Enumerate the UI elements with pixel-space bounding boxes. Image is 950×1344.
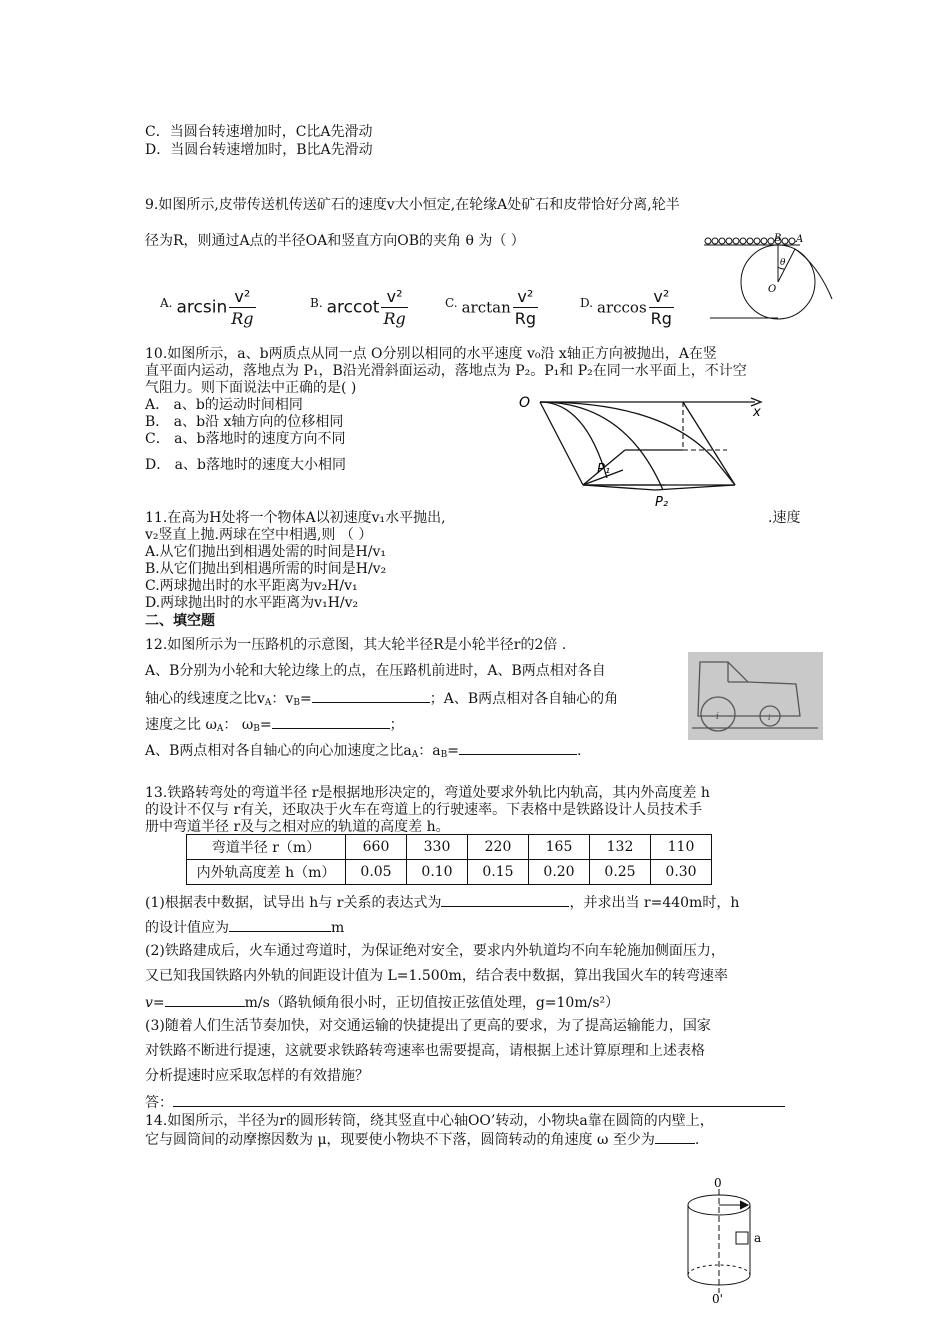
q10-option-b: B． a、b沿 x轴方向的位移相同: [145, 414, 344, 430]
q13-part3-line1: (3)随着人们生活节奏加快，对交通运输的快捷提出了更高的要求，为了提高运输能力，国家: [145, 1018, 711, 1034]
q13-part1-line2: 的设计值应为 m: [145, 920, 345, 936]
q10-projectile-figure: [515, 390, 795, 515]
table-row-head: 内外轨高度差 h（m）: [187, 860, 346, 885]
q14-blank-omega[interactable]: [655, 1130, 695, 1144]
q10-line1: 10.如图所示，a、b两质点从同一点 O分别以相同的水平速度 v₀沿 x轴正方向被抛出，A在竖: [145, 346, 717, 362]
q13-part1-line1: (1)根据表中数据，试导出 h与 r关系的表达式为 ，并求出当 r=440m时，h: [145, 895, 740, 911]
q10-option-a: A． a、b的运动时间相同: [145, 397, 303, 413]
q9-label-o: O: [768, 284, 777, 295]
q10-label-p1: P₁: [597, 462, 611, 477]
q13-part2-line1: (2)铁路建成后，火车通过弯道时，为保证绝对安全，要求内外轨道均不向车轮施加侧面压力，: [145, 943, 725, 959]
svg-text:i: i: [716, 712, 719, 722]
q8-option-c: C．当圆台转速增加时，C比A先滑动: [145, 124, 373, 140]
q13-part2-line3: v= m/s（路轨倾角很小时，正切值按正弦值处理，g=10m/s²）: [145, 995, 620, 1011]
table-row: 弯道半径 r（m） 660 330 220 165 132 110: [187, 835, 712, 860]
q10-line3: 气阻力。则下面说法中正确的是( ): [145, 380, 357, 396]
q14-label-a: a: [754, 1231, 762, 1245]
q12-line1: 12.如图所示为一压路机的示意图，其大轮半径R是小轮半径r的2倍 .: [145, 637, 567, 653]
q13-blank-answer[interactable]: [173, 1093, 785, 1107]
q13-blank-h-value[interactable]: [229, 918, 331, 932]
q10-label-p2: P₂: [655, 495, 669, 510]
q11-line2: v₂竖直上抛.两球在空中相遇,则 （ ）: [145, 527, 373, 543]
q12-blank-angular-ratio[interactable]: [272, 715, 390, 729]
q9-label-b: B: [774, 233, 782, 244]
q9-option-a: A. arcsin $\frac{\text{v²}}{Rg}$: [160, 287, 254, 328]
q13-part3-line2: 对铁路不断进行提速，这就要求铁路转弯速率也需要提高，请根据上述计算原理和上述表格: [145, 1043, 705, 1059]
q12-line2: A、B分别为小轮和大轮边缘上的点，在压路机前进时，A、B两点相对各自: [145, 663, 606, 679]
q14-cylinder-figure: [672, 1175, 772, 1305]
q12-line4: 速度之比 $\omega_A$： $\omega_B=$ ；: [145, 717, 404, 734]
table-row: 内外轨高度差 h（m） 0.05 0.10 0.15 0.20 0.25 0.30: [187, 860, 712, 885]
q10-option-d: D． a、b落地时的速度大小相同: [145, 457, 346, 473]
q12-line5: A、B两点相对各自轴心的向心加速度之比$a_A$：$a_B=$ .: [145, 743, 582, 760]
q9-conveyor-figure: [700, 225, 840, 325]
q11-option-c: C.两球抛出时的水平距离为v₂H/v₁: [145, 578, 358, 594]
q9-label-a: A: [796, 234, 804, 245]
q13-blank-expression[interactable]: [441, 893, 569, 907]
q10-line2: 直平面内运动，落地点为 P₁，B沿光滑斜面运动，落地点为 P₂。P₁和 P₂在同一水平面上，不计空: [145, 363, 747, 379]
q11-option-a: A.从它们抛出到相遇处需的时间是H/v₁: [145, 544, 387, 560]
svg-text:i: i: [768, 713, 771, 722]
section-2-heading: 二、填空题: [145, 613, 215, 629]
q10-label-x: x: [753, 405, 761, 420]
q11-option-d: D.两球抛出时的水平距离为v₁H/v₂: [145, 595, 359, 611]
q14-label-bottom: 0': [712, 1292, 723, 1305]
q9-line2: 径为R，则通过A点的半径OA和竖直方向OB的夹角 θ 为（ ）: [145, 233, 525, 249]
q14-line2: 它与圆筒间的动摩擦因数为 μ，现要使小物块不下落，圆筒转动的角速度 ω 至少为 .: [145, 1132, 700, 1148]
q12-blank-acceleration-ratio[interactable]: [459, 741, 577, 755]
q13-line3: 册中弯道半径 r及与之相对应的轨道的高度差 h。: [145, 819, 450, 835]
q13-answer-line: 答：: [145, 1093, 785, 1112]
q11-line1-tail: .速度: [768, 510, 801, 526]
q13-data-table: [186, 834, 712, 885]
q12-line3: 轴心的线速度之比$v_A$：$v_B=$ ；A、B两点相对各自轴心的角: [145, 691, 619, 708]
q9-option-c: C. arctan $\frac{\text{v²}}{Rg}$: [445, 287, 537, 328]
q14-line1: 14.如图所示，半径为r的圆形转筒，绕其竖直中心轴OO’转动，小物块a靠在圆筒的内壁上，: [145, 1113, 714, 1129]
q13-blank-speed[interactable]: [165, 993, 245, 1007]
q12-road-roller-figure: [688, 652, 823, 740]
table-row-head: 弯道半径 r（m）: [187, 835, 346, 860]
q13-line1: 13.铁路转弯处的弯道半径 r是根据地形决定的，弯道处要求外轨比内轨高，其内外高度差 h: [145, 785, 710, 801]
q13-part2-line2: 又已知我国铁路内外轨的间距设计值为 L=1.500m，结合表中数据，算出我国火车的转弯速率: [145, 968, 728, 984]
q9-line1: 9.如图所示,皮带传送机传送矿石的速度v大小恒定,在轮缘A处矿石和皮带恰好分离,轮半: [145, 197, 680, 213]
q13-line2: 的设计不仅与 r有关，还取决于火车在弯道上的行驶速率。下表格中是铁路设计人员技术手: [145, 802, 703, 818]
q11-option-b: B.从它们抛出到相遇所需的时间是H/v₂: [145, 561, 387, 577]
q11-line1: 11.在高为H处将一个物体A以初速度v₁水平抛出,: [145, 510, 446, 526]
q14-label-top: 0: [714, 1176, 722, 1190]
q10-label-o: O: [519, 395, 531, 411]
q8-option-d: D．当圆台转速增加时，B比A先滑动: [145, 142, 373, 158]
q9-option-d: D. arccos $\frac{\text{v²}}{Rg}$: [580, 287, 672, 328]
q9-label-theta: θ: [780, 258, 786, 268]
q13-part3-line3: 分析提速时应采取怎样的有效措施？: [145, 1068, 369, 1084]
q9-option-b: B. arccot $\frac{\text{v²}}{Rg}$: [310, 287, 406, 328]
q10-option-c: C． a、b落地时的速度方向不同: [145, 431, 346, 447]
q12-blank-velocity-ratio[interactable]: [312, 689, 430, 703]
